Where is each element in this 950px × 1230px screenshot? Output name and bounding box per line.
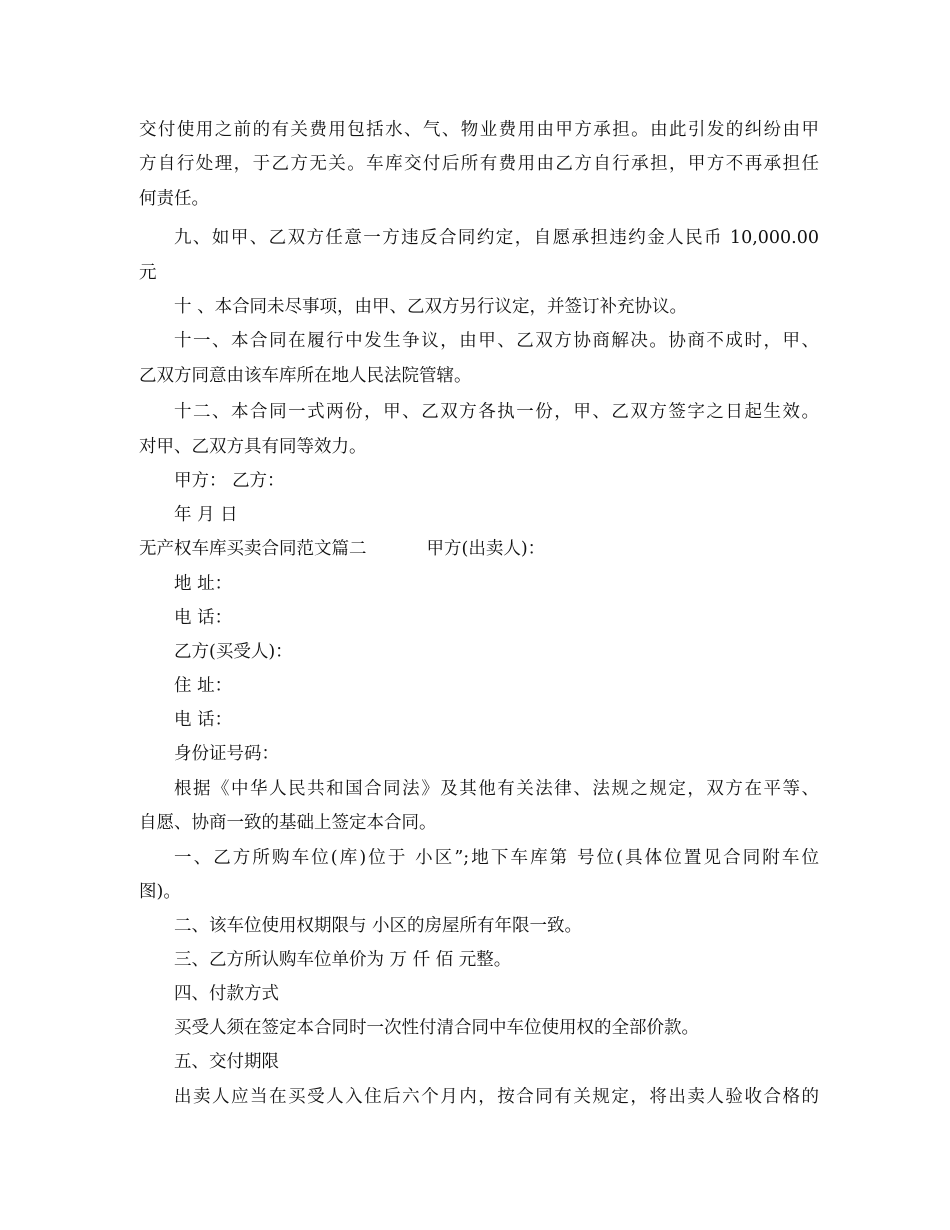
paragraph-line: 对甲、乙双方具有同等效力。	[139, 437, 367, 457]
date-line: 年 月 日	[174, 505, 238, 525]
section-heading-line	[139, 537, 819, 561]
paragraph-line: 交付使用之前的有关费用包括水、气、物业费用由甲方承担。由此引发的纠纷由甲	[139, 120, 819, 140]
seller-address: 地 址：	[174, 574, 233, 594]
signature-line: 甲方： 乙方：	[174, 471, 285, 491]
clause-5-heading: 五、交付期限	[174, 1052, 279, 1072]
paragraph-line: 方自行处理，于乙方无关。车库交付后所有费用由乙方自行承担，甲方不再承担任	[139, 154, 819, 174]
clause-3: 三、乙方所认购车位单价为 万 仟 佰 元整。	[174, 950, 512, 970]
preamble: 根据《中华人民共和国合同法》及其他有关法律、法规之规定，双方在平等、	[174, 779, 819, 799]
buyer-id-number: 身份证号码：	[174, 744, 279, 764]
seller-phone: 电 话：	[174, 608, 233, 628]
clause-9: 九、如甲、乙双方任意一方违反合同约定，自愿承担违约金人民币 10,000.00	[174, 228, 819, 248]
paragraph-line: 乙双方同意由该车库所在地人民法院管辖。	[139, 366, 472, 386]
clause-1: 一、乙方所购车位(库)位于 小区”;地下车库第 号位(具体位置见合同附车位	[174, 848, 819, 868]
paragraph-line: 图)。	[139, 882, 181, 902]
clause-5-body: 出卖人应当在买受人入住后六个月内，按合同有关规定，将出卖人验收合格的	[174, 1087, 819, 1107]
buyer-phone: 电 话：	[174, 710, 233, 730]
clause-2: 二、该车位使用权期限与 小区的房屋所有年限一致。	[174, 916, 583, 936]
paragraph-line: 元	[139, 263, 157, 283]
buyer-address: 住 址：	[174, 676, 233, 696]
paragraph-line: 自愿、协商一致的基础上签定本合同。	[139, 813, 437, 833]
clause-11: 十一、本合同在履行中发生争议，由甲、乙双方协商解决。协商不成时，甲、	[174, 331, 819, 351]
clause-12: 十二、本合同一式两份，甲、乙双方各执一份，甲、乙双方签字之日起生效。	[174, 402, 819, 422]
clause-10: 十 、本合同未尽事项，由甲、乙双方另行议定，并签订补充协议。	[174, 297, 688, 317]
clause-4-body: 买受人须在签定本合同时一次性付清合同中车位使用权的全部价款。	[174, 1018, 699, 1038]
clause-4-heading: 四、付款方式	[174, 984, 279, 1004]
buyer-label: 乙方(买受人)：	[174, 642, 293, 662]
seller-label: 甲方(出卖人)：	[426, 539, 546, 559]
paragraph-line: 何责任。	[139, 189, 209, 209]
section-title: 无产权车库买卖合同范文篇二	[139, 539, 367, 559]
